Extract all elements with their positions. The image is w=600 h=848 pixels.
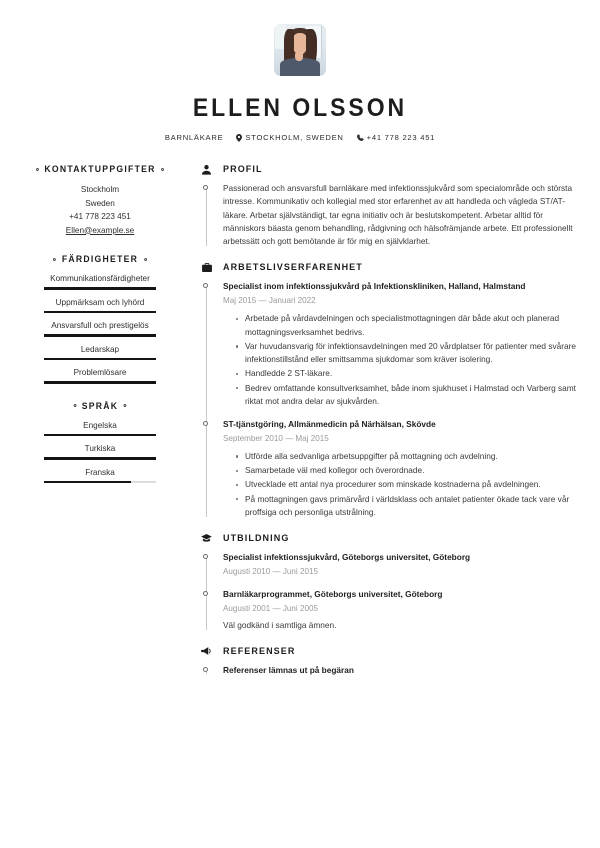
contact-email-link[interactable]: Ellen@example.se	[65, 225, 135, 235]
section-experience-title: ARBETSLIVSERFARENHET	[223, 262, 363, 274]
profile-entry	[223, 182, 576, 248]
skill-level-fill	[44, 358, 156, 361]
education-entry	[223, 588, 576, 632]
language-label: Engelska	[83, 420, 117, 430]
section-references-header	[200, 646, 576, 657]
experience-entry	[223, 418, 576, 519]
contact-phone: +41 778 223 451	[69, 212, 131, 221]
header-contact-line	[0, 133, 600, 142]
sidebar-section-contact	[18, 164, 182, 237]
list-item: Var huvudansvarig för infektionsavdelningen med 20 vårdplatser för patienter med svårare infektionstillstånd eller smittsamma sjukdomar som kräver isolering.	[245, 340, 576, 366]
sidebar	[18, 164, 188, 690]
skill-label: Uppmärksam och lyhörd	[55, 297, 145, 307]
header-phone	[357, 133, 435, 142]
section-experience-body	[200, 280, 576, 518]
experience-entry-title: ST-tjänstgöring, Allmänmedicin på Närhälsan, Skövde	[223, 418, 436, 429]
timeline-marker-icon	[203, 554, 208, 559]
bullet-dot-icon	[36, 168, 39, 171]
photo-hand	[295, 51, 303, 61]
sidebar-heading-skills	[23, 254, 177, 264]
sidebar-heading-languages-label: SPRÅK	[81, 400, 119, 411]
section-experience-header	[200, 262, 576, 273]
list-item: Utförde alla sedvanliga arbetsuppgifter på mottagning och avdelning.	[245, 450, 576, 463]
section-references	[200, 646, 576, 676]
section-profile-header	[200, 164, 576, 175]
skill-item	[18, 320, 182, 337]
phone-icon	[357, 134, 364, 141]
sidebar-heading-skills-label: FÄRDIGHETER	[61, 254, 139, 264]
bullet-dot-icon	[144, 258, 147, 261]
list-item: Samarbetade väl med kollegor och överordnade.	[245, 464, 576, 477]
skill-label: Ledarskap	[80, 344, 120, 354]
content-columns	[0, 164, 600, 690]
skill-level-fill	[44, 311, 156, 314]
sidebar-heading-contact	[23, 164, 177, 174]
list-item: Utvecklade ett antal nya procedurer som minskade kostnaderna på avdelningen.	[245, 478, 576, 491]
language-level-fill	[44, 457, 156, 460]
section-profile-body	[200, 182, 576, 248]
skill-label: Kommunikationsfärdigheter	[50, 274, 150, 283]
header-phone-label: +41 778 223 451	[366, 133, 436, 142]
section-education	[200, 533, 576, 632]
education-entry-date: Augusti 2001 — Juni 2005	[223, 603, 318, 613]
main-content	[188, 164, 576, 690]
skill-item	[18, 344, 182, 361]
skill-level-bar	[44, 358, 156, 361]
language-item	[18, 467, 182, 484]
sidebar-heading-languages	[23, 401, 177, 411]
bullet-dot-icon	[53, 258, 56, 261]
page-title: ELLEN OLSSON	[192, 94, 408, 122]
experience-list	[223, 280, 576, 518]
education-entry-title: Specialist infektionssjukvård, Göteborgs universitet, Göteborg	[223, 551, 471, 562]
education-entry	[223, 551, 576, 578]
references-entry	[223, 664, 576, 676]
section-profile-title: PROFIL	[223, 164, 263, 175]
profile-text: Passionerad och ansvarsfull barnläkare med infektionssjukvård som specialområde och största intresse. Kommunikativ och kollegial med stor erfarenhet av att handleda och vägleda ST/AT-läkare. Arbetar självständigt, tar egna initiativ och är beslutskompetent. Arbetar alltid för människors bäasta genom behandling, rådgivning och hälsofrämjande arbete. Ett professionellt arbetssätt och gott bemötande är för mig en självklarhet.	[223, 183, 573, 247]
skills-list	[18, 273, 182, 384]
language-level-fill	[44, 434, 156, 437]
experience-entry-bullets	[223, 450, 576, 519]
skill-level-bar	[44, 334, 156, 337]
skill-label: Ansvarsfull och prestigelös	[51, 321, 149, 330]
skill-item	[18, 273, 182, 290]
timeline-marker-icon	[203, 421, 208, 426]
skill-level-fill	[44, 334, 156, 337]
skill-level-bar	[44, 311, 156, 314]
skill-level-fill	[44, 287, 156, 290]
sidebar-section-languages	[18, 401, 182, 484]
contact-city: Stockholm	[80, 185, 120, 194]
experience-entry-date: September 2010 — Maj 2015	[223, 433, 329, 443]
education-entry-date: Augusti 2010 — Juni 2015	[223, 566, 318, 576]
section-education-body	[200, 551, 576, 632]
bullet-dot-icon	[161, 168, 164, 171]
sidebar-heading-contact-label: KONTAKTUPPGIFTER	[44, 164, 156, 174]
bullet-dot-icon	[73, 404, 76, 407]
header-location-label: STOCKHOLM, SWEDEN	[245, 133, 344, 142]
language-level-bar	[44, 457, 156, 460]
graduation-cap-icon	[200, 534, 213, 542]
person-icon	[200, 165, 213, 175]
timeline-rail	[206, 284, 207, 516]
section-experience	[200, 262, 576, 518]
section-profile	[200, 164, 576, 248]
language-level-bar	[44, 481, 156, 484]
skill-level-bar	[44, 287, 156, 290]
languages-list	[18, 420, 182, 484]
header-job-title-label: BARNLÄKARE	[164, 133, 224, 142]
education-entry-title: Barnläkarprogrammet, Göteborgs universitet, Göteborg	[223, 588, 443, 599]
timeline-marker-icon	[203, 185, 208, 190]
skill-level-bar	[44, 381, 156, 384]
language-item	[18, 443, 182, 460]
sidebar-section-skills	[18, 254, 182, 384]
experience-entry-bullets	[223, 312, 576, 407]
section-education-title: UTBILDNING	[223, 532, 290, 544]
bullet-dot-icon	[124, 404, 127, 407]
skill-item	[18, 297, 182, 314]
timeline-marker-icon	[203, 667, 208, 672]
list-item: På mottagningen gavs primärvård i världsklass och antalet patienter ökade tack vare vår proffsiga och personliga utstrålning.	[245, 493, 576, 519]
briefcase-icon	[200, 263, 213, 272]
list-item: Bedrev omfattande konsultverksamhet, både inom sjukhuset i Halmstad och Varberg samt riktat mot andra delar av sjukvården.	[245, 382, 576, 408]
location-pin-icon	[236, 134, 242, 142]
resume-header	[0, 0, 600, 142]
list-item: Handledde 2 ST-läkare.	[245, 367, 576, 380]
skill-label: Problemlösare	[73, 368, 127, 377]
list-item: Arbetade på vårdavdelningen och specialistmottagningen där både akut och planerad mottagningsverksamhet bedrivs.	[245, 312, 576, 338]
language-label: Franska	[85, 467, 115, 477]
language-level-fill	[44, 481, 131, 484]
timeline-marker-icon	[203, 591, 208, 596]
experience-entry-date: Maj 2015 — Januari 2022	[223, 296, 316, 306]
skill-level-fill	[44, 381, 156, 384]
section-references-body	[200, 664, 576, 676]
contact-country: Sweden	[85, 198, 115, 208]
header-location	[236, 133, 343, 142]
education-entry-note: Väl godkänd i samtliga ämnen.	[223, 619, 337, 630]
megaphone-icon	[200, 647, 213, 655]
language-label: Turkiska	[84, 444, 116, 453]
section-references-title: REFERENSER	[223, 645, 296, 657]
references-text: Referenser lämnas ut på begäran	[223, 664, 354, 675]
experience-entry	[223, 280, 576, 407]
section-education-header	[200, 533, 576, 544]
timeline-rail	[206, 186, 207, 246]
skill-item	[18, 367, 182, 384]
experience-entry-title: Specialist inom infektionssjukvård på Infektionskliniken, Halland, Halmstand	[223, 281, 526, 292]
avatar	[274, 24, 326, 76]
header-job-title	[165, 133, 224, 142]
language-level-bar	[44, 434, 156, 437]
language-item	[18, 420, 182, 437]
education-list	[223, 551, 576, 632]
